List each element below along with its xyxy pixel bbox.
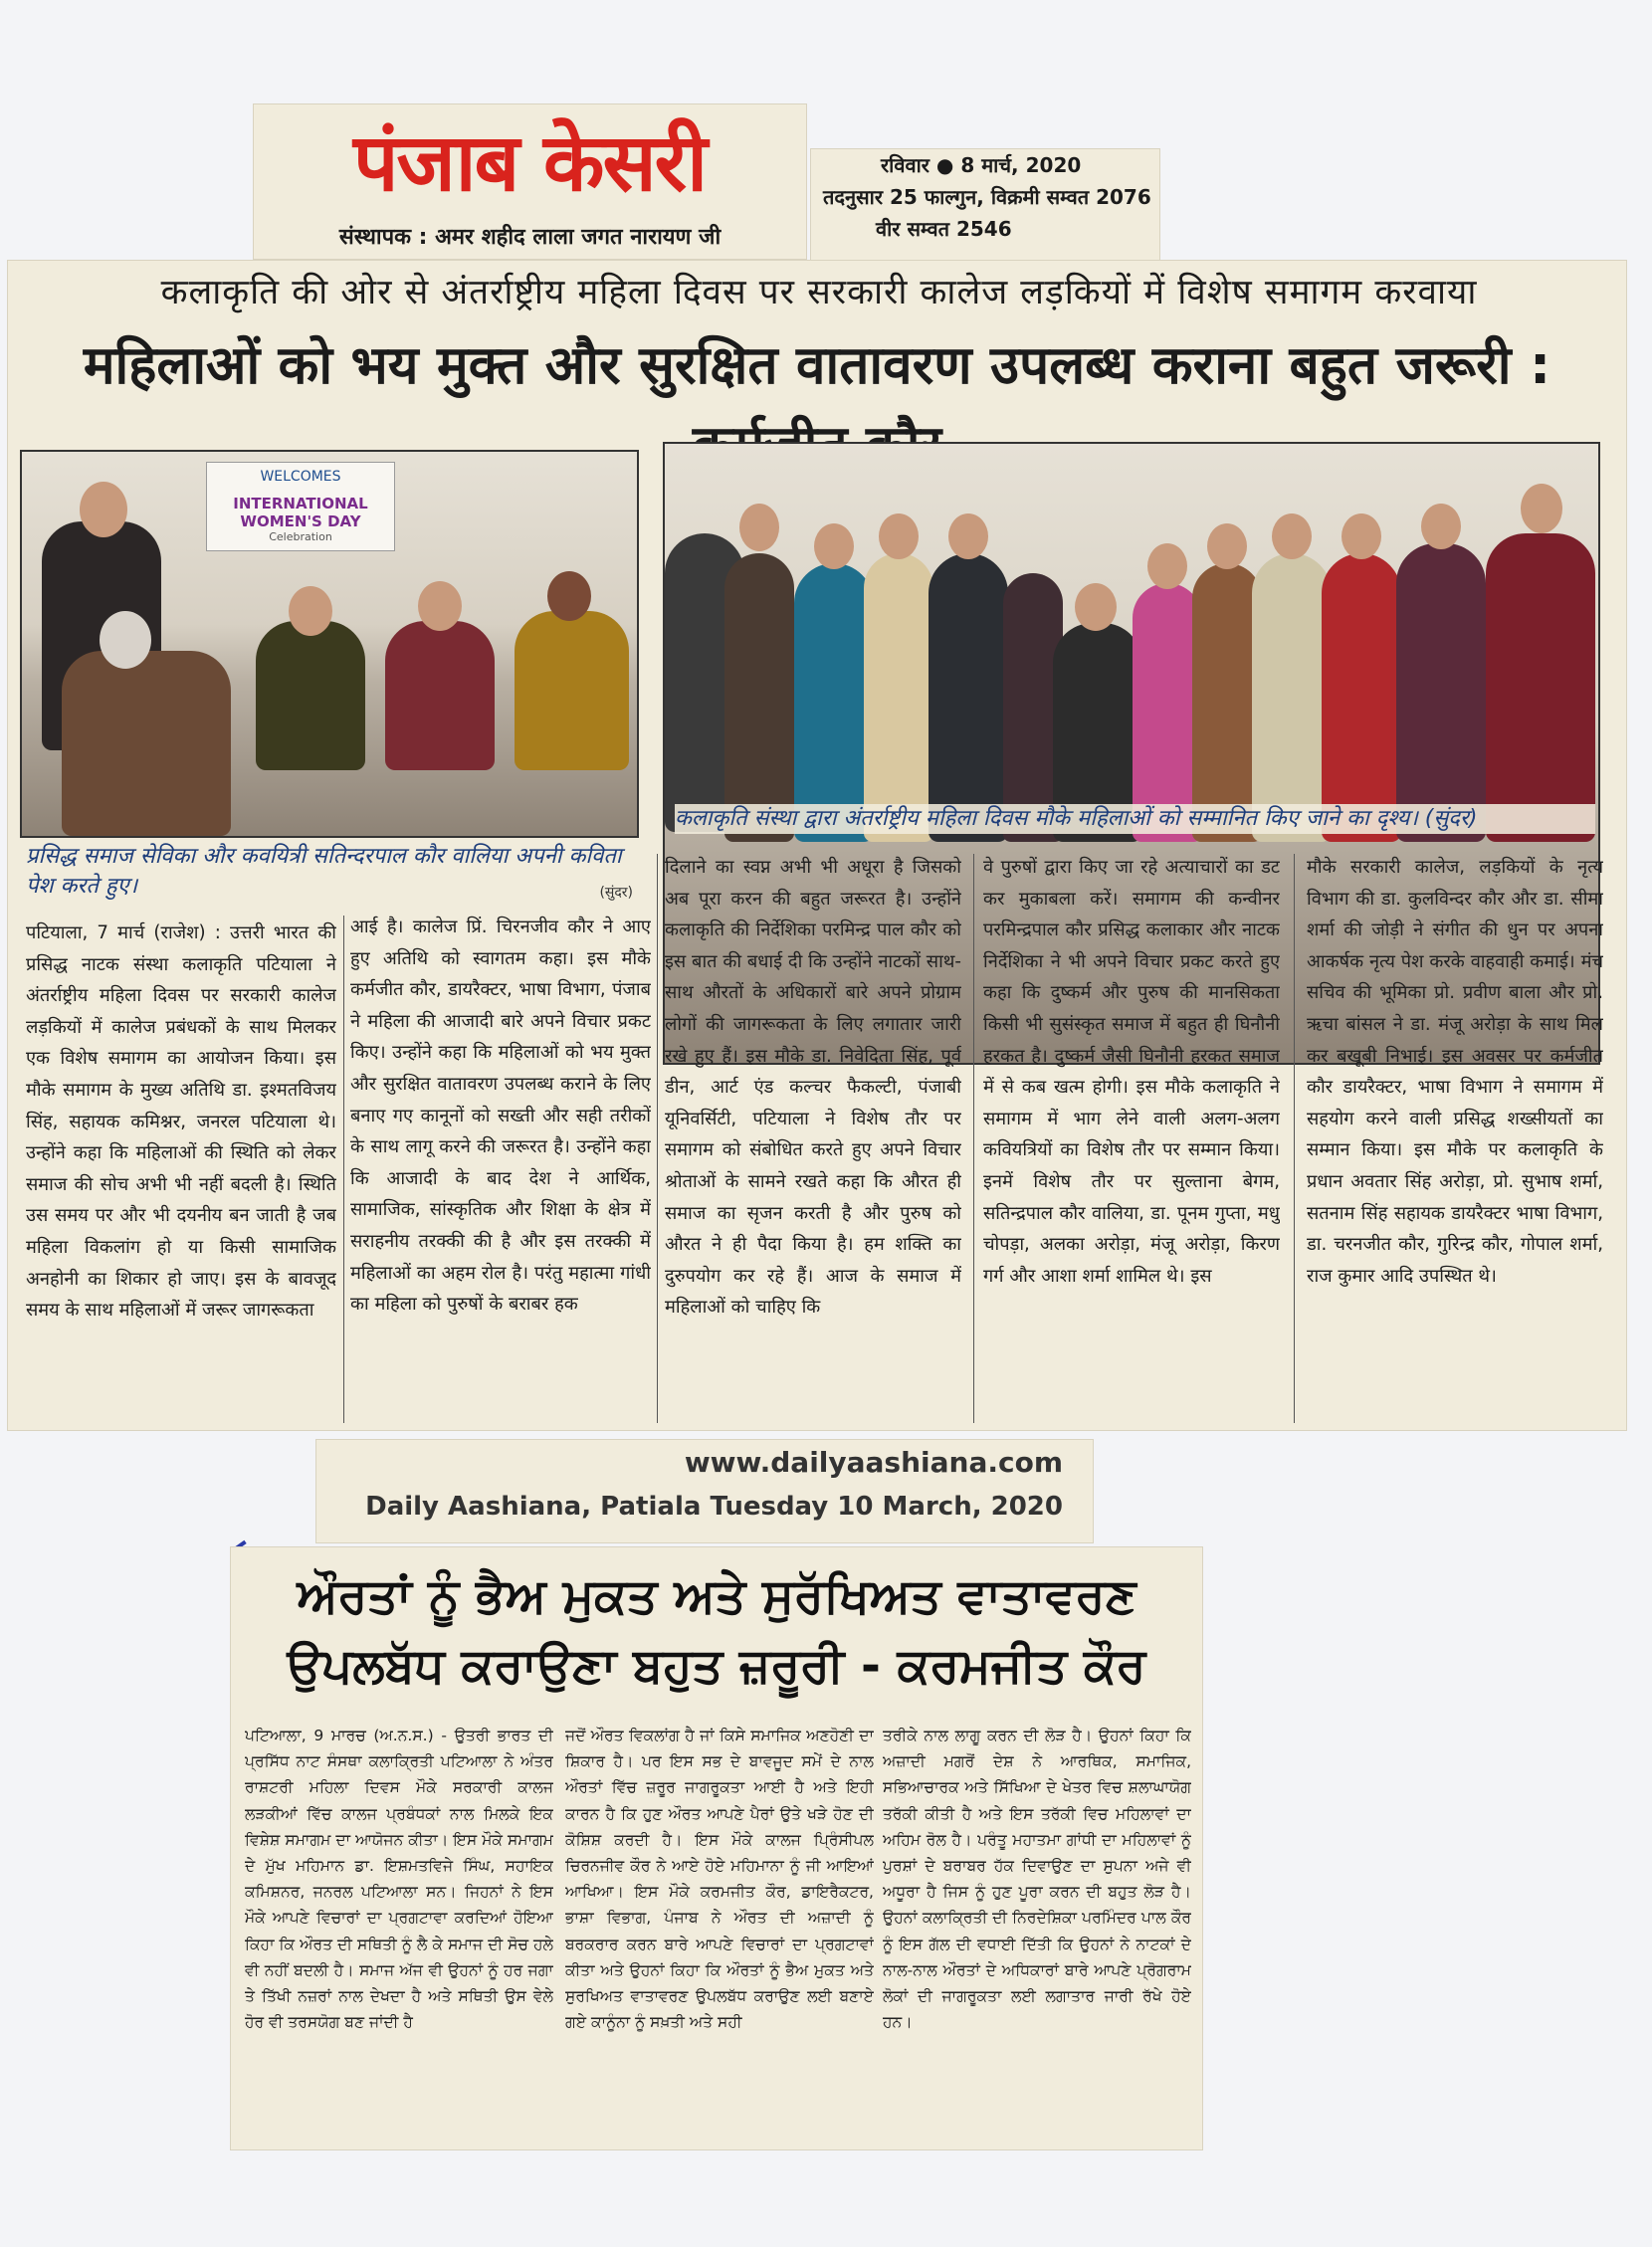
paper-date-line: Daily Aashiana, Patiala Tuesday 10 March, 2020 [365,1492,1063,1522]
person-figure [864,553,933,842]
date-calendar: तदनुसार 25 फाल्गुन, विक्रमी सम्वत 2076 [823,185,1151,209]
punjabi-article [231,1547,1202,2149]
person-head [100,611,151,669]
column-divider [1294,854,1295,1423]
punjabi-headline-line1: ਔਰਤਾਂ ਨੂੰ ਭੈਅ ਮੁਕਤ ਅਤੇ ਸੁਰੱਖਿਅਤ ਵਾਤਾਵਰਣ [297,1568,1136,1624]
person-figure [794,563,874,842]
person-figure [1486,533,1595,842]
person-head [739,504,779,551]
website-line: www.dailyaashiana.com [684,1446,1063,1479]
photo-caption-right: कलाकृति संस्था द्वारा अंतर्राष्ट्रीय महिला दिवस मौके महिलाओं को सम्मानित किए जाने का दृश्य। (सुंदर) [675,804,1595,834]
banner-welcome: WELCOMES [260,469,341,485]
article-column-5: मौके सरकारी कालेज, लड़कियों के नृत्य विभाग की डा. कुलविन्दर कौर और डा. सीमा शर्मा की जोड़ी ने संगीत की धुन पर अपना आकर्षक नृत्य पेश करके वाहवाही कमाई। मंच सचिव की भूमिका प्रो. प्रवीण बाला और प्रो. ऋचा बांसल ने डा. मंजू अरोड़ा के साथ मिल कर बखूबी निभाई। इस अवसर पर कर्मजीत कौर डायरैक्टर, भाषा विभाग ने समागम में सहयोग करने वाली प्रसिद्ध शख्सीयतों का सम्मान किया। इस मौके पर कलाकृति के प्रधान अवतार सिंह अरोड़ा, प्रो. सुभाष शर्मा, सतनाम सिंह सहायक डायरैक्टर भाषा विभाग, डा. चरनजीत कौर, गुरिन्द्र कौर, गोपाल शर्मा, राज कुमार आदि उपस्थित थे। [1307,857,1603,1287]
founder-line: संस्थापक : अमर शहीद लाला जगत नारायण जी [338,225,722,250]
person-head [879,513,919,559]
person-head [1075,583,1117,631]
date-weekday: रविवार ● 8 मार्च, 2020 [881,153,1082,177]
person-head [80,482,127,537]
photo-caption-left [26,842,633,908]
column-divider [973,854,974,1423]
event-banner [206,462,395,551]
person-figure [929,553,1008,842]
english-mast [316,1440,1093,1542]
person-head [1207,523,1247,569]
article-headline: महिलाओं को भय मुक्त और सुरक्षित वातावरण उपलब्ध कराना बहुत जरूरी : [83,335,1551,396]
person-head [814,523,854,569]
article-column-2: आई है। कालेज प्रिं. चिरनजीव कौर ने आए हुए अतिथि को स्वागतम कहा। इस मौके कर्मजीत कौर, डायरैक्टर, भाषा विभाग, पंजाब ने महिला की आजादी बारे अपने विचार प्रकट किए। उन्होंने कहा कि महिलाओं को भय मुक्त और सुरक्षित वातावरण उपलब्ध कराने के लिए बनाए गए कानूनों को सख्ती और सही तरीकों के साथ लागू करने की जरूरत है। उन्होंने कहा कि आजादी के बाद देश ने आर्थिक, सामाजिक, सांस्कृतिक और शिक्षा के क्षेत्र में सराहनीय तरक्की की है और इस तरक्की में महिलाओं का अहम रोल है। परंतु महात्मा गांधी का महिला को पुरुषों के बराबर हक [350,917,651,1316]
date-era: वीर सम्वत 2546 [876,217,1012,241]
person-figure [256,621,365,770]
caption-left-text: प्रसिद्ध समाज सेविका और कवयित्री सतिन्दरपाल कौर वालिया अपनी कविता पेश करते हुए। [26,844,622,899]
person-head [1147,543,1187,589]
punjabi-column-3: ਤਰੀਕੇ ਨਾਲ ਲਾਗੂ ਕਰਨ ਦੀ ਲੋੜ ਹੈ। ਉਹਨਾਂ ਕਿਹਾ ਕਿ ਅਜ਼ਾਦੀ ਮਗਰੋਂ ਦੇਸ਼ ਨੇ ਆਰਥਿਕ, ਸਮਾਜਿਕ, ਸਭਿਆਚਾਰਕ ਅਤੇ ਸਿੱਖਿਆ ਦੇ ਖੇਤਰ ਵਿਚ ਸ਼ਲਾਘਾਯੋਗ ਤਰੱਕੀ ਕੀਤੀ ਹੈ ਅਤੇ ਇਸ ਤਰੱਕੀ ਵਿਚ ਮਹਿਲਾਵਾਂ ਦਾ ਅਹਿਮ ਰੋਲ ਹੈ। ਪਰੰਤੂ ਮਹਾਤਮਾ ਗਾਂਧੀ ਦਾ ਮਹਿਲਾਵਾਂ ਨੂੰ ਪੁਰਸ਼ਾਂ ਦੇ ਬਰਾਬਰ ਹੱਕ ਦਿਵਾਉਣ ਦਾ ਸੁਪਨਾ ਅਜੇ ਵੀ ਅਧੂਰਾ ਹੈ ਜਿਸ ਨੂੰ ਹੁਣ ਪੂਰਾ ਕਰਨ ਦੀ ਬਹੁਤ ਲੋੜ ਹੈ। ਉਹਨਾਂ ਕਲਾਕ੍ਰਿਤੀ ਦੀ ਨਿਰਦੇਸ਼ਿਕਾ ਪਰਮਿੰਦਰ ਪਾਲ ਕੌਰ ਨੂੰ ਇਸ ਗੱਲ ਦੀ ਵਧਾਈ ਦਿੱਤੀ ਕਿ ਉਹਨਾਂ ਨੇ ਨਾਟਕਾਂ ਦੇ ਨਾਲ-ਨਾਲ ਔਰਤਾਂ ਦੇ ਅਧਿਕਾਰਾਂ ਬਾਰੇ ਆਪਣੇ ਪ੍ਰੋਗਰਾਮ ਲੋਕਾਂ ਦੀ ਜਾਗਰੂਕਤਾ ਲਈ ਲਗਾਤਾਰ ਜਾਰੀ ਰੱਖੇ ਹੋਏ ਹਨ। [883,1727,1191,2032]
person-head [948,513,988,559]
article-column-4: वे पुरुषों द्वारा किए जा रहे अत्याचारों का डट कर मुकाबला करें। समागम की कन्वीनर परमिन्द्रपाल कौर प्रसिद्ध कलाकार और नाटक निर्देशिका ने भी अपने विचार प्रकट करते हुए कहा कि दुष्कर्म और पुरुष की मानसिकता किसी भी सुसंस्कृत समाज में बहुत ही घिनौनी हरकत है। दुष्कर्म जैसी घिनौनी हरकत समाज में से कब खत्म होगी। इस मौके कलाकृति ने समागम में भाग लेने वाली अलग-अलग कवियत्रियों का विशेष तौर पर सम्मान किया। इनमें विशेष तौर पर सुल्ताना बेगम, सतिन्द्रपाल कौर वालिया, डा. पूनम गुप्ता, मधु चोपड़ा, अलका अरोड़ा, मंजू अरोड़ा, किरण गर्ग और आशा शर्मा शामिल थे। इस [983,857,1280,1287]
article-column-3: दिलाने का स्वप्न अभी भी अधूरा है जिसको अब पूरा करन की बहुत जरूरत है। उन्होंने कलाकृति की निर्देशिका परमिन्द्र पाल कौर को इस बात की बधाई दी कि उन्होंने नाटकों साथ-साथ औरतों के अधिकारों बारे अपने प्रोग्राम लोगों की जागरूकता के लिए लगातार जारी रखे हुए हैं। इस मौके डा. निवेदिता सिंह, पूर्व डीन, आर्ट एंड कल्चर फैकल्टी, पंजाबी यूनिवर्सिटी, पटियाला ने विशेष तौर पर समागम को संबोधित करते हुए अपने विचार श्रोताओं के सामने रखते कहा कि औरत ही समाज का सृजन करती है और पुरुष को औरत ने ही पैदा किया है। हम शक्ति का दुरुपयोग कर रहे हैं। आज के समाज में महिलाओं को चाहिए कि [665,857,961,1319]
banner-title: INTERNATIONAL WOMEN'S DAY [233,495,368,530]
person-head [1272,513,1312,559]
article-kicker: कलाकृति की ओर से अंतर्राष्ट्रीय महिला दिवस पर सरकारी कालेज लड़कियों में विशेष समागम करवाया [160,273,1478,312]
photo-poetess-reciting [20,450,639,838]
banner-subtitle: Celebration [269,530,332,543]
person-head [289,586,332,636]
dateline [811,149,1159,261]
punjabi-column-2: ਜਦੋਂ ਔਰਤ ਵਿਕਲਾਂਗ ਹੈ ਜਾਂ ਕਿਸੇ ਸਮਾਜਿਕ ਅਣਹੋਣੀ ਦਾ ਸ਼ਿਕਾਰ ਹੈ। ਪਰ ਇਸ ਸਭ ਦੇ ਬਾਵਜੂਦ ਸਮੇਂ ਦੇ ਨਾਲ ਔਰਤਾਂ ਵਿੱਚ ਜ਼ਰੂਰ ਜਾਗਰੂਕਤਾ ਆਈ ਹੈ ਅਤੇ ਇਹੀ ਕਾਰਨ ਹੈ ਕਿ ਹੁਣ ਔਰਤ ਆਪਣੇ ਪੈਰਾਂ ਉਤੇ ਖੜੇ ਹੋਣ ਦੀ ਕੋਸ਼ਿਸ਼ ਕਰਦੀ ਹੈ। ਇਸ ਮੌਕੇ ਕਾਲਜ ਪ੍ਰਿੰਸੀਪਲ ਚਿਰਨਜੀਵ ਕੌਰ ਨੇ ਆਏ ਹੋਏ ਮਹਿਮਾਨਾ ਨੂੰ ਜੀ ਆਇਆਂ ਆਖਿਆ। ਇਸ ਮੌਕੇ ਕਰਮਜੀਤ ਕੌਰ, ਡਾਇਰੈਕਟਰ, ਭਾਸ਼ਾ ਵਿਭਾਗ, ਪੰਜਾਬ ਨੇ ਔਰਤ ਦੀ ਅਜ਼ਾਦੀ ਨੂੰ ਬਰਕਰਾਰ ਕਰਨ ਬਾਰੇ ਆਪਣੇ ਵਿਚਾਰਾਂ ਦਾ ਪ੍ਰਗਟਾਵਾਂ ਕੀਤਾ ਅਤੇ ਉਹਨਾਂ ਕਿਹਾ ਕਿ ਔਰਤਾਂ ਨੂੰ ਭੈਅ ਮੁਕਤ ਅਤੇ ਸੁਰਖਿਅਤ ਵਾਤਾਵਰਣ ਉਪਲਬੱਧ ਕਰਾਉਣ ਲਈ ਬਣਾਏ ਗਏ ਕਾਨੂੰਨਾ ਨੂੰ ਸਖ਼ਤੀ ਅਤੇ ਸਹੀ [565,1727,874,2032]
person-head [1421,504,1461,549]
person-figure [724,553,794,842]
person-head [418,581,462,631]
person-figure [1322,553,1401,842]
photo-credit: (सुंदर) [599,885,633,901]
person-figure [1396,543,1486,842]
punjabi-headline-line2: ਉਪਲਬੱਧ ਕਰਾਉਣਾ ਬਹੁਤ ਜ਼ਰੂਰੀ - ਕਰਮਜੀਤ ਕੌਰ [287,1638,1146,1694]
masthead [254,104,806,259]
person-figure [515,611,629,770]
person-head [1521,484,1562,533]
newspaper-logo: पंजाब केसरी [352,116,706,209]
person-head [1342,513,1381,559]
column-divider [343,916,344,1423]
article-column-1: पटियाला, 7 मार्च (राजेश) : उत्तरी भारत की प्रसिद्ध नाटक संस्था कलाकृति पटियाला ने अंतर्राष्ट्रीय महिला दिवस पर सरकारी कालेज लड़कियों में कालेज प्रबंधकों के साथ मिलकर एक विशेष समागम का आयोजन किया। इस मौके समागम के मुख्य अतिथि डा. इश्मतविजय सिंह, सहायक कमिश्नर, जनरल पटियाला थे। उन्होंने कहा कि महिलाओं की स्थिति को लेकर समाज की सोच अभी भी नहीं बदली है। स्थिति उस समय पर और भी दयनीय बन जाती है जब महिला विकलांग हो या किसी सामाजिक अनहोनी का शिकार हो जाए। इस के बावजूद समय के साथ महिलाओं में जरूर जागरूकता [26,922,336,1322]
person-figure [62,651,231,836]
column-divider [657,854,658,1423]
person-head [547,571,591,621]
punjabi-column-1: ਪਟਿਆਲਾ, 9 ਮਾਰਚ (ਅ.ਨ.ਸ.) - ਉਤਰੀ ਭਾਰਤ ਦੀ ਪ੍ਰਸਿੱਧ ਨਾਟ ਸੰਸਥਾ ਕਲਾਕ੍ਰਿਤੀ ਪਟਿਆਲਾ ਨੇ ਅੰਤਰ ਰਾਸ਼ਟਰੀ ਮਹਿਲਾ ਦਿਵਸ ਮੌਕੇ ਸਰਕਾਰੀ ਕਾਲਜ ਲੜਕੀਆਂ ਵਿੱਚ ਕਾਲਜ ਪ੍ਰਬੰਧਕਾਂ ਨਾਲ ਮਿਲਕੇ ਇਕ ਵਿਸ਼ੇਸ਼ ਸਮਾਗਮ ਦਾ ਆਯੋਜਨ ਕੀਤਾ। ਇਸ ਮੌਕੇ ਸਮਾਗਮ ਦੇ ਮੁੱਖ ਮਹਿਮਾਨ ਡਾ. ਇਸ਼ਮਤਵਿਜੇ ਸਿੰਘ, ਸਹਾਇਕ ਕਮਿਸ਼ਨਰ, ਜਨਰਲ ਪਟਿਆਲਾ ਸਨ। ਜਿਹਨਾਂ ਨੇ ਇਸ ਮੌਕੇ ਆਪਣੇ ਵਿਚਾਰਾਂ ਦਾ ਪ੍ਰਗਟਾਵਾ ਕਰਦਿਆਂ ਹੋਇਆ ਕਿਹਾ ਕਿ ਔਰਤ ਦੀ ਸਥਿਤੀ ਨੂੰ ਲੈ ਕੇ ਸਮਾਜ ਦੀ ਸੋਚ ਹਲੇ ਵੀ ਨਹੀਂ ਬਦਲੀ ਹੈ। ਸਮਾਜ ਅੱਜ ਵੀ ਉਹਨਾਂ ਨੂੰ ਹਰ ਜਗਾ ਤੇ ਤਿੱਖੀ ਨਜ਼ਰਾਂ ਨਾਲ ਦੇਖਦਾ ਹੈ ਅਤੇ ਸਥਿਤੀ ਉਸ ਵੇਲੇ ਹੋਰ ਵੀ ਤਰਸਯੋਗ ਬਣ ਜਾਂਦੀ ਹੈ [245,1727,553,2032]
person-figure [385,621,495,770]
person-figure [1252,553,1332,842]
punjabi-headline [241,1561,1192,1701]
hindi-article [8,261,1626,1430]
